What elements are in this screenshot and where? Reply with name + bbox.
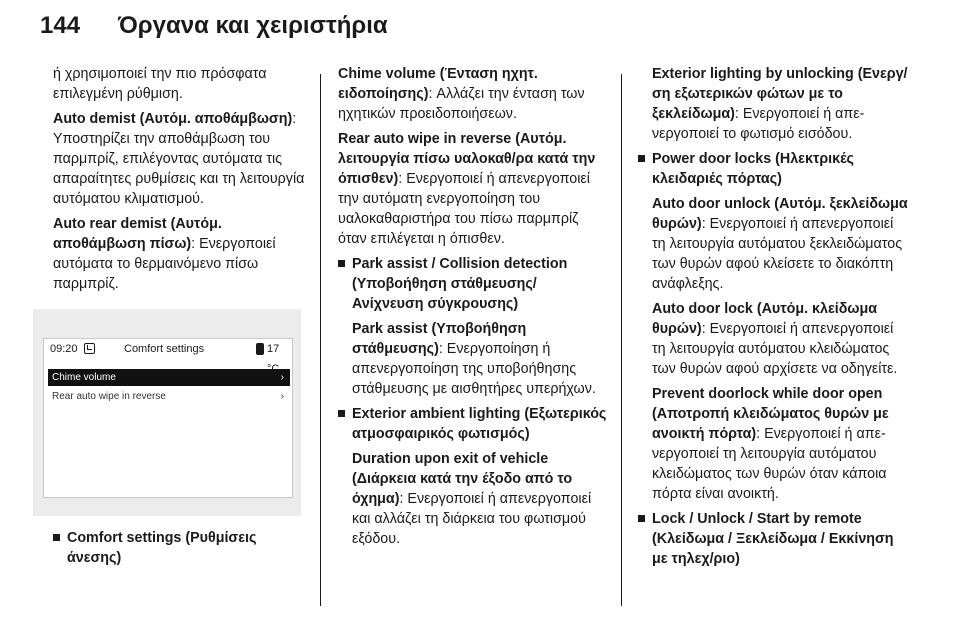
auto-demist-entry bbox=[53, 109, 313, 209]
column-3 bbox=[638, 64, 910, 574]
prevent-doorlock-entry bbox=[638, 384, 910, 504]
auto-unlock-entry bbox=[638, 194, 910, 294]
prevent-doorlock-text: : Ενεργοποιεί ή απενεργοποιεί τη λειτουργία αυτόματου κλειδώματος των θυρών όταν κάποια πόρτα είναι ανοικτή. bbox=[652, 426, 887, 502]
auto-unlock-text: : Ενεργοποιεί ή απενεργοποιεί τη λειτουργία αυτόματου ξεκλειδώματος των θυρών αφού κλείσετε το διακόπτη ανάφλεξης. bbox=[652, 216, 903, 292]
duration-title: Duration upon exit of vehicle (Διάρκεια κατά την έξοδο από το όχημα) bbox=[352, 451, 573, 507]
chime-volume-entry bbox=[338, 64, 608, 124]
park-assist-entry bbox=[338, 319, 608, 399]
column-1-lower bbox=[53, 528, 313, 573]
auto-rear-demist-text: : Ενεργοποιεί αυτόματα το θερμαινόμενο πίσω παρμπρίζ. bbox=[53, 236, 276, 292]
screen-heading: Comfort settings bbox=[124, 343, 205, 355]
menu-item-rear-auto-wipe[interactable]: Rear auto wipe in reverse › bbox=[48, 388, 290, 405]
column-divider-1 bbox=[320, 74, 321, 606]
column-divider-2 bbox=[621, 74, 622, 606]
exterior-lighting-title: Exterior lighting by unlocking (Ενεργ/ση εξωτερικών φώτων με το ξεκλείδωμα) bbox=[652, 66, 908, 122]
rear-wipe-text: : Ενεργοποιεί ή απενεργοποιεί την αυτόματη ενεργοποίηση του υαλοκαθαριστήρα του πίσω παρμπρίζ όταν επιλέγεται η όπισθεν. bbox=[338, 171, 590, 247]
auto-lock-entry bbox=[638, 299, 910, 379]
auto-demist-title: Auto demist (Αυτόμ. αποθάμβωση) bbox=[53, 111, 293, 127]
comfort-settings-illustration bbox=[33, 309, 301, 516]
remote-lock-bullet: Lock / Unlock / Start by remote (Κλείδωμα / Ξεκλείδωμα / Εκκίνηση με τηλεχ/ριο) bbox=[638, 509, 910, 569]
auto-rear-demist-entry bbox=[53, 214, 313, 294]
chevron-right-icon: › bbox=[280, 391, 284, 402]
page-header bbox=[40, 12, 388, 52]
thermometer-icon bbox=[256, 343, 264, 355]
page-title: Όργανα και χειριστήρια bbox=[118, 12, 388, 39]
rear-wipe-title: Rear auto wipe in reverse (Αυτόμ. λειτουργία πίσω υαλοκαθ/ρα κατά την όπισθεν) bbox=[338, 131, 596, 187]
column-2 bbox=[338, 64, 608, 554]
chime-volume-text: : Αλλάζει την ένταση των ηχητικών προειδοποιήσεων. bbox=[338, 86, 585, 122]
park-assist-text: : Ενεργοποίηση ή απενεργοποίηση της υποβοήθησης στάθμευσης με αισθητήρες υπερήχων. bbox=[352, 341, 596, 397]
duration-text: : Ενεργοποιεί ή απενεργοποιεί και αλλάζει τη διάρκεια του φωτισμού εξόδου. bbox=[352, 491, 592, 547]
power-door-locks-bullet: Power door locks (Ηλεκτρικές κλειδαριές πόρτας) bbox=[638, 149, 910, 189]
chevron-right-icon: › bbox=[280, 372, 284, 383]
rear-wipe-entry bbox=[338, 129, 608, 249]
intro-text: ή χρησιμοποιεί την πιο πρόσφατα επιλεγμένη ρύθμιση. bbox=[53, 66, 267, 102]
ambient-lighting-bullet: Exterior ambient lighting (Εξωτερικός ατμοσφαιρικός φωτισμός) bbox=[338, 404, 608, 444]
auto-unlock-title: Auto door unlock (Αυτόμ. ξεκλείδωμα θυρών) bbox=[652, 196, 908, 232]
comfort-settings-bullet: Comfort settings (Ρυθμίσεις άνεσης) bbox=[53, 528, 313, 568]
auto-rear-demist-title: Auto rear demist (Αυτόμ. αποθάμβωση πίσω) bbox=[53, 216, 222, 252]
column-1 bbox=[53, 64, 313, 299]
clock-icon bbox=[84, 343, 95, 354]
auto-lock-text: : Ενεργοποιεί ή απενεργοποιεί τη λειτουργία αυτόματου κλειδώματος των θυρών αφού αρχίσετε να οδηγείτε. bbox=[652, 321, 898, 377]
screen-temperature: 17 bbox=[267, 343, 280, 355]
chime-volume-title: Chime volume (Ένταση ηχητ. ειδοποίησης) bbox=[338, 66, 538, 102]
screen-status-bar bbox=[44, 339, 292, 359]
prevent-doorlock-title: Prevent doorlock while door open (Αποτροπή κλειδώματος θυρών με ανοικτή πόρτα) bbox=[652, 386, 889, 442]
page-number: 144 bbox=[40, 12, 81, 39]
auto-demist-text: : Υποστηρίζει την αποθάμβωση του παρμπρίζ, επιλέγοντας αυτόματα τις απαραίτητες ρυθμίσεις και τη λειτουργία αυτόματου κλιματισμού. bbox=[53, 111, 305, 207]
display-screen bbox=[43, 338, 293, 498]
park-assist-title: Park assist (Υποβοήθηση στάθμευσης) bbox=[352, 321, 527, 357]
menu-item-chime-volume[interactable]: Chime volume › bbox=[48, 369, 290, 386]
park-assist-bullet: Park assist / Collision detection (Υποβοήθηση στάθμευσης/ Ανίχνευση σύγκρουσης) bbox=[338, 254, 608, 314]
screen-time: 09:20 bbox=[50, 343, 78, 355]
exterior-lighting-text: : Ενεργοποιεί ή απενεργοποιεί το φωτισμό εισόδου. bbox=[652, 106, 865, 142]
exterior-lighting-entry bbox=[638, 64, 910, 144]
auto-lock-title: Auto door lock (Αυτόμ. κλείδωμα θυρών) bbox=[652, 301, 878, 337]
duration-entry bbox=[338, 449, 608, 549]
